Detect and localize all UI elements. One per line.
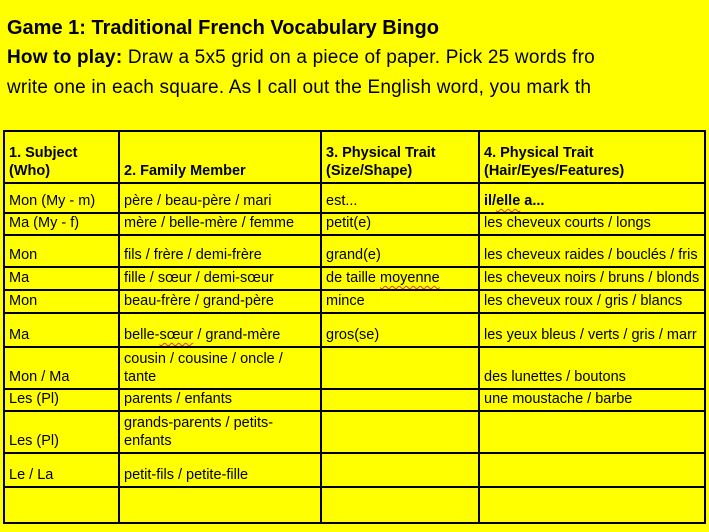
table-cell-r11c1	[4, 487, 119, 523]
table-row	[4, 347, 705, 389]
table-cell-r4c3: de taille moyenne	[321, 267, 479, 290]
table-cell-r8c2: parents / enfants	[119, 389, 321, 411]
table-cell-r4c1: Ma	[4, 267, 119, 290]
table-cell-r10c3	[321, 453, 479, 487]
header-row	[4, 131, 705, 183]
page-title: Game 1: Traditional French Vocabulary Bingo	[7, 17, 439, 39]
table-cell-r3c2: fils / frère / demi-frère	[119, 235, 321, 267]
table-cell-r2c2: mère / belle-mère / femme	[119, 213, 321, 235]
table-cell-r9c4	[479, 411, 705, 453]
table-cell-r2c3: petit(e)	[321, 213, 479, 235]
table-cell-r5c1: Mon	[4, 290, 119, 313]
table-cell-r9c1: Les (Pl)	[4, 411, 119, 453]
table-row	[4, 235, 705, 267]
table-cell-r6c1: Ma	[4, 313, 119, 347]
table-cell-r10c2: petit-fils / petite-fille	[119, 453, 321, 487]
table-cell-r11c3	[321, 487, 479, 523]
table-row	[4, 389, 705, 411]
table-cell-r2c4: les cheveux courts / longs	[479, 213, 705, 235]
header-cell-col2: 2. Family Member	[119, 131, 321, 183]
table-cell-r7c2: cousin / cousine / oncle / tante	[119, 347, 321, 389]
table-cell-r11c4	[479, 487, 705, 523]
how-to-play-text: Draw a 5x5 grid on a piece of paper. Pick 25 words fro	[122, 47, 595, 68]
spellcheck-squiggle: elle	[496, 193, 521, 209]
table-cell-r1c2: père / beau-père / mari	[119, 183, 321, 213]
table-cell-r5c3: mince	[321, 290, 479, 313]
table-cell-r4c2: fille / sœur / demi-sœur	[119, 267, 321, 290]
table-cell-r9c2: grands-parents / petits-enfants	[119, 411, 321, 453]
table-row	[4, 411, 705, 453]
header-cell-col1: 1. Subject (Who)	[4, 131, 119, 183]
table-cell-r8c3	[321, 389, 479, 411]
how-to-play-label: How to play:	[7, 47, 123, 68]
table-cell-r1c4: il/elle a...	[479, 183, 705, 213]
how-to-play-line	[7, 43, 709, 73]
header-cell-col3: 3. Physical Trait (Size/Shape)	[321, 131, 479, 183]
table-row	[4, 313, 705, 347]
table-cell-r8c1: Les (Pl)	[4, 389, 119, 411]
table-cell-r3c3: grand(e)	[321, 235, 479, 267]
table-cell-r6c2: belle-sœur / grand-mère	[119, 313, 321, 347]
spellcheck-squiggle: sœur	[159, 327, 194, 343]
table-cell-r6c4: les yeux bleus / verts / gris / marr	[479, 313, 705, 347]
table-row	[4, 267, 705, 290]
vocabulary-table	[3, 130, 706, 524]
table-cell-r7c4: des lunettes / boutons	[479, 347, 705, 389]
table-row	[4, 453, 705, 487]
table-cell-r7c3	[321, 347, 479, 389]
table-cell-r7c1: Mon / Ma	[4, 347, 119, 389]
table-cell-r9c3	[321, 411, 479, 453]
table-cell-r10c1: Le / La	[4, 453, 119, 487]
spellcheck-squiggle: moyenne	[380, 270, 440, 286]
table-row	[4, 183, 705, 213]
table-cell-r2c1: Ma (My - f)	[4, 213, 119, 235]
table-cell-r6c3: gros(se)	[321, 313, 479, 347]
table-row	[4, 290, 705, 313]
header-cell-col4: 4. Physical Trait (Hair/Eyes/Features)	[479, 131, 705, 183]
intro-block	[0, 0, 709, 103]
table-cell-r3c4: les cheveux raides / bouclés / fris	[479, 235, 705, 267]
table-cell-r3c1: Mon	[4, 235, 119, 267]
table-cell-r4c4: les cheveux noirs / bruns / blonds	[479, 267, 705, 290]
table-row	[4, 213, 705, 235]
table-row	[4, 487, 705, 523]
table-cell-r10c4	[479, 453, 705, 487]
table-cell-r11c2	[119, 487, 321, 523]
table-cell-r1c1: Mon (My - m)	[4, 183, 119, 213]
table-cell-r1c3: est...	[321, 183, 479, 213]
table-cell-r5c4: les cheveux roux / gris / blancs	[479, 290, 705, 313]
how-to-play-line-2: write one in each square. As I call out the English word, you mark th	[7, 77, 592, 98]
table-cell-r8c4: une moustache / barbe	[479, 389, 705, 411]
table-cell-r5c2: beau-frère / grand-père	[119, 290, 321, 313]
